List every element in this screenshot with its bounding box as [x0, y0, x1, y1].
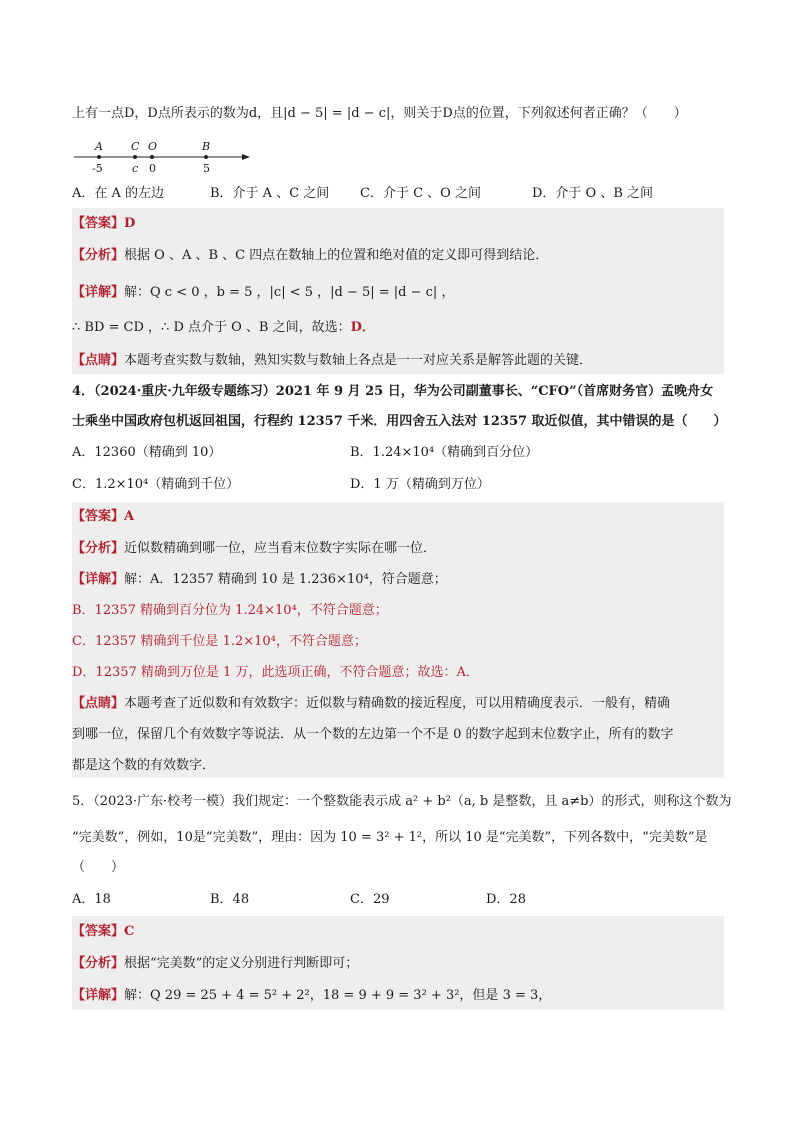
detail-text: 解：Q 29 = 25 + 4 = 5² + 2²，18 = 9 + 9 = 3² + 3²，但是 3 = 3， [124, 988, 552, 1003]
detail-tag: 【详解】 [72, 572, 125, 587]
detail-text: ∴ BD = CD ，∴ D 点介于 O 、B 之间，故选： [72, 320, 351, 335]
label-o: O [148, 140, 158, 153]
value-c: c [132, 162, 139, 175]
point-a [97, 155, 101, 159]
comment-text: 本题考查了近似数和有效数字：近似数与精确数的接近程度，可以用精确度表示．一般有，精确 [124, 696, 671, 711]
point-b [204, 155, 208, 159]
q4-stem-2: 士乘坐中国政府包机返回祖国，行程约 12357 千米．用四舍五入法对 12357 取近似值，其中错误的是（ ） [72, 414, 727, 429]
q4-option-c: C．1.2×10⁴（精确到千位） [72, 477, 240, 492]
analysis-tag: 【分析】 [72, 248, 125, 263]
value-o: 0 [149, 162, 156, 175]
number-line [72, 138, 262, 178]
q5-analysis [72, 954, 358, 974]
point-o [150, 155, 154, 159]
q3-stem: 上有一点D，D点所表示的数为d，且|d − 5| = |d − c|，则关于D点的位置，下列叙述何者正确？（ ） [72, 106, 687, 121]
q4-comment-1 [72, 694, 670, 714]
q3-option-a: A．在 A 的左边 [72, 186, 165, 201]
detail-text: 解：A．12357 精确到 10 是 1.236×10⁴，符合题意； [124, 572, 447, 587]
q5-stem-2: “完美数”，例如，10是“完美数”，理由：因为 10 = 3² + 1²，所以 10 是“完美数”，下列各数中，“完美数”是 [72, 830, 708, 845]
q4-stem-1: 4．（2024·重庆·九年级专题练习）2021 年 9 月 25 日，华为公司副董事长、“CFO”（首席财务官）孟晚舟女 [72, 384, 714, 399]
analysis-text: 近似数精确到哪一位，应当看末位数字实际在哪一位． [124, 541, 437, 556]
q4-comment-3: 都是这个数的有效数字． [72, 758, 216, 773]
detail-tag: 【详解】 [72, 988, 125, 1003]
q5-detail-1 [72, 986, 551, 1006]
analysis-text: 根据 O 、A 、B 、C 四点在数轴上的位置和绝对值的定义即可得到结论． [124, 248, 549, 263]
comment-text: 本题考查实数与数轴，熟知实数与数轴上各点是一一对应关系是解答此题的关键． [124, 353, 593, 368]
q3-comment [72, 351, 592, 371]
q5-option-c: C．29 [350, 892, 390, 907]
q3-analysis [72, 246, 548, 266]
q3-detail-2 [72, 318, 375, 338]
q3-option-b: B．介于 A 、C 之间 [210, 186, 330, 201]
analysis-tag: 【分析】 [72, 956, 125, 971]
comment-tag: 【点睛】 [72, 353, 125, 368]
answer-tag: 【答案】 [72, 924, 125, 939]
q5-answer [72, 922, 134, 942]
q4-option-b: B．1.24×10⁴（精确到百分位） [350, 445, 539, 460]
q5-stem-3: （ ） [72, 860, 125, 875]
q4-analysis [72, 539, 436, 559]
answer-tag: 【答案】 [72, 216, 125, 231]
q3-option-c: C．介于 C 、O 之间 [360, 186, 481, 201]
label-c: C [131, 140, 140, 153]
q4-option-d: D．1 万（精确到万位） [350, 477, 490, 492]
label-b: B [202, 140, 211, 153]
q4-option-a: A．12360（精确到 10） [72, 445, 222, 460]
answer-value: C [124, 924, 135, 939]
q3-detail-1 [72, 283, 454, 303]
q5-option-a: A．18 [72, 892, 111, 907]
q4-detail-4: D．12357 精确到万位是 1 万，此选项正确，不符合题意；故选：A． [72, 665, 479, 680]
q5-option-d: D．28 [486, 892, 526, 907]
detail-answer: D． [350, 320, 375, 335]
q4-detail-3: C．12357 精确到千位是 1.2×10⁴，不符合题意； [72, 634, 367, 649]
value-b: 5 [203, 162, 210, 175]
point-c [133, 155, 137, 159]
q4-detail-1 [72, 570, 447, 590]
comment-tag: 【点睛】 [72, 696, 125, 711]
q5-option-b: B．48 [210, 892, 250, 907]
detail-tag: 【详解】 [72, 285, 125, 300]
q4-comment-2: 到哪一位，保留几个有效数字等说法．从一个数的左边第一个不是 0 的数字起到末位数字止，所有的数字 [72, 727, 674, 742]
q3-option-d: D．介于 O 、B 之间 [532, 186, 654, 201]
q4-answer [72, 507, 134, 527]
answer-tag: 【答案】 [72, 509, 125, 524]
analysis-tag: 【分析】 [72, 541, 125, 556]
analysis-text: 根据“完美数”的定义分别进行判断即可； [124, 956, 359, 971]
q5-stem-1: 5．（2023·广东·校考一模）我们规定：一个整数能表示成 a² + b²（a, b 是整数，且 a≠b）的形式，则称这个数为 [72, 794, 732, 809]
q3-answer [72, 214, 135, 234]
value-a: -5 [92, 162, 103, 175]
answer-value: A [124, 509, 135, 524]
answer-value: D [124, 216, 136, 231]
detail-text: 解：Q c < 0 ，b = 5 ，|c| < 5 ，|d − 5| = |d − c| ， [124, 285, 455, 300]
q4-detail-2: B．12357 精确到百分位为 1.24×10⁴，不符合题意； [72, 603, 388, 618]
label-a: A [95, 140, 103, 153]
